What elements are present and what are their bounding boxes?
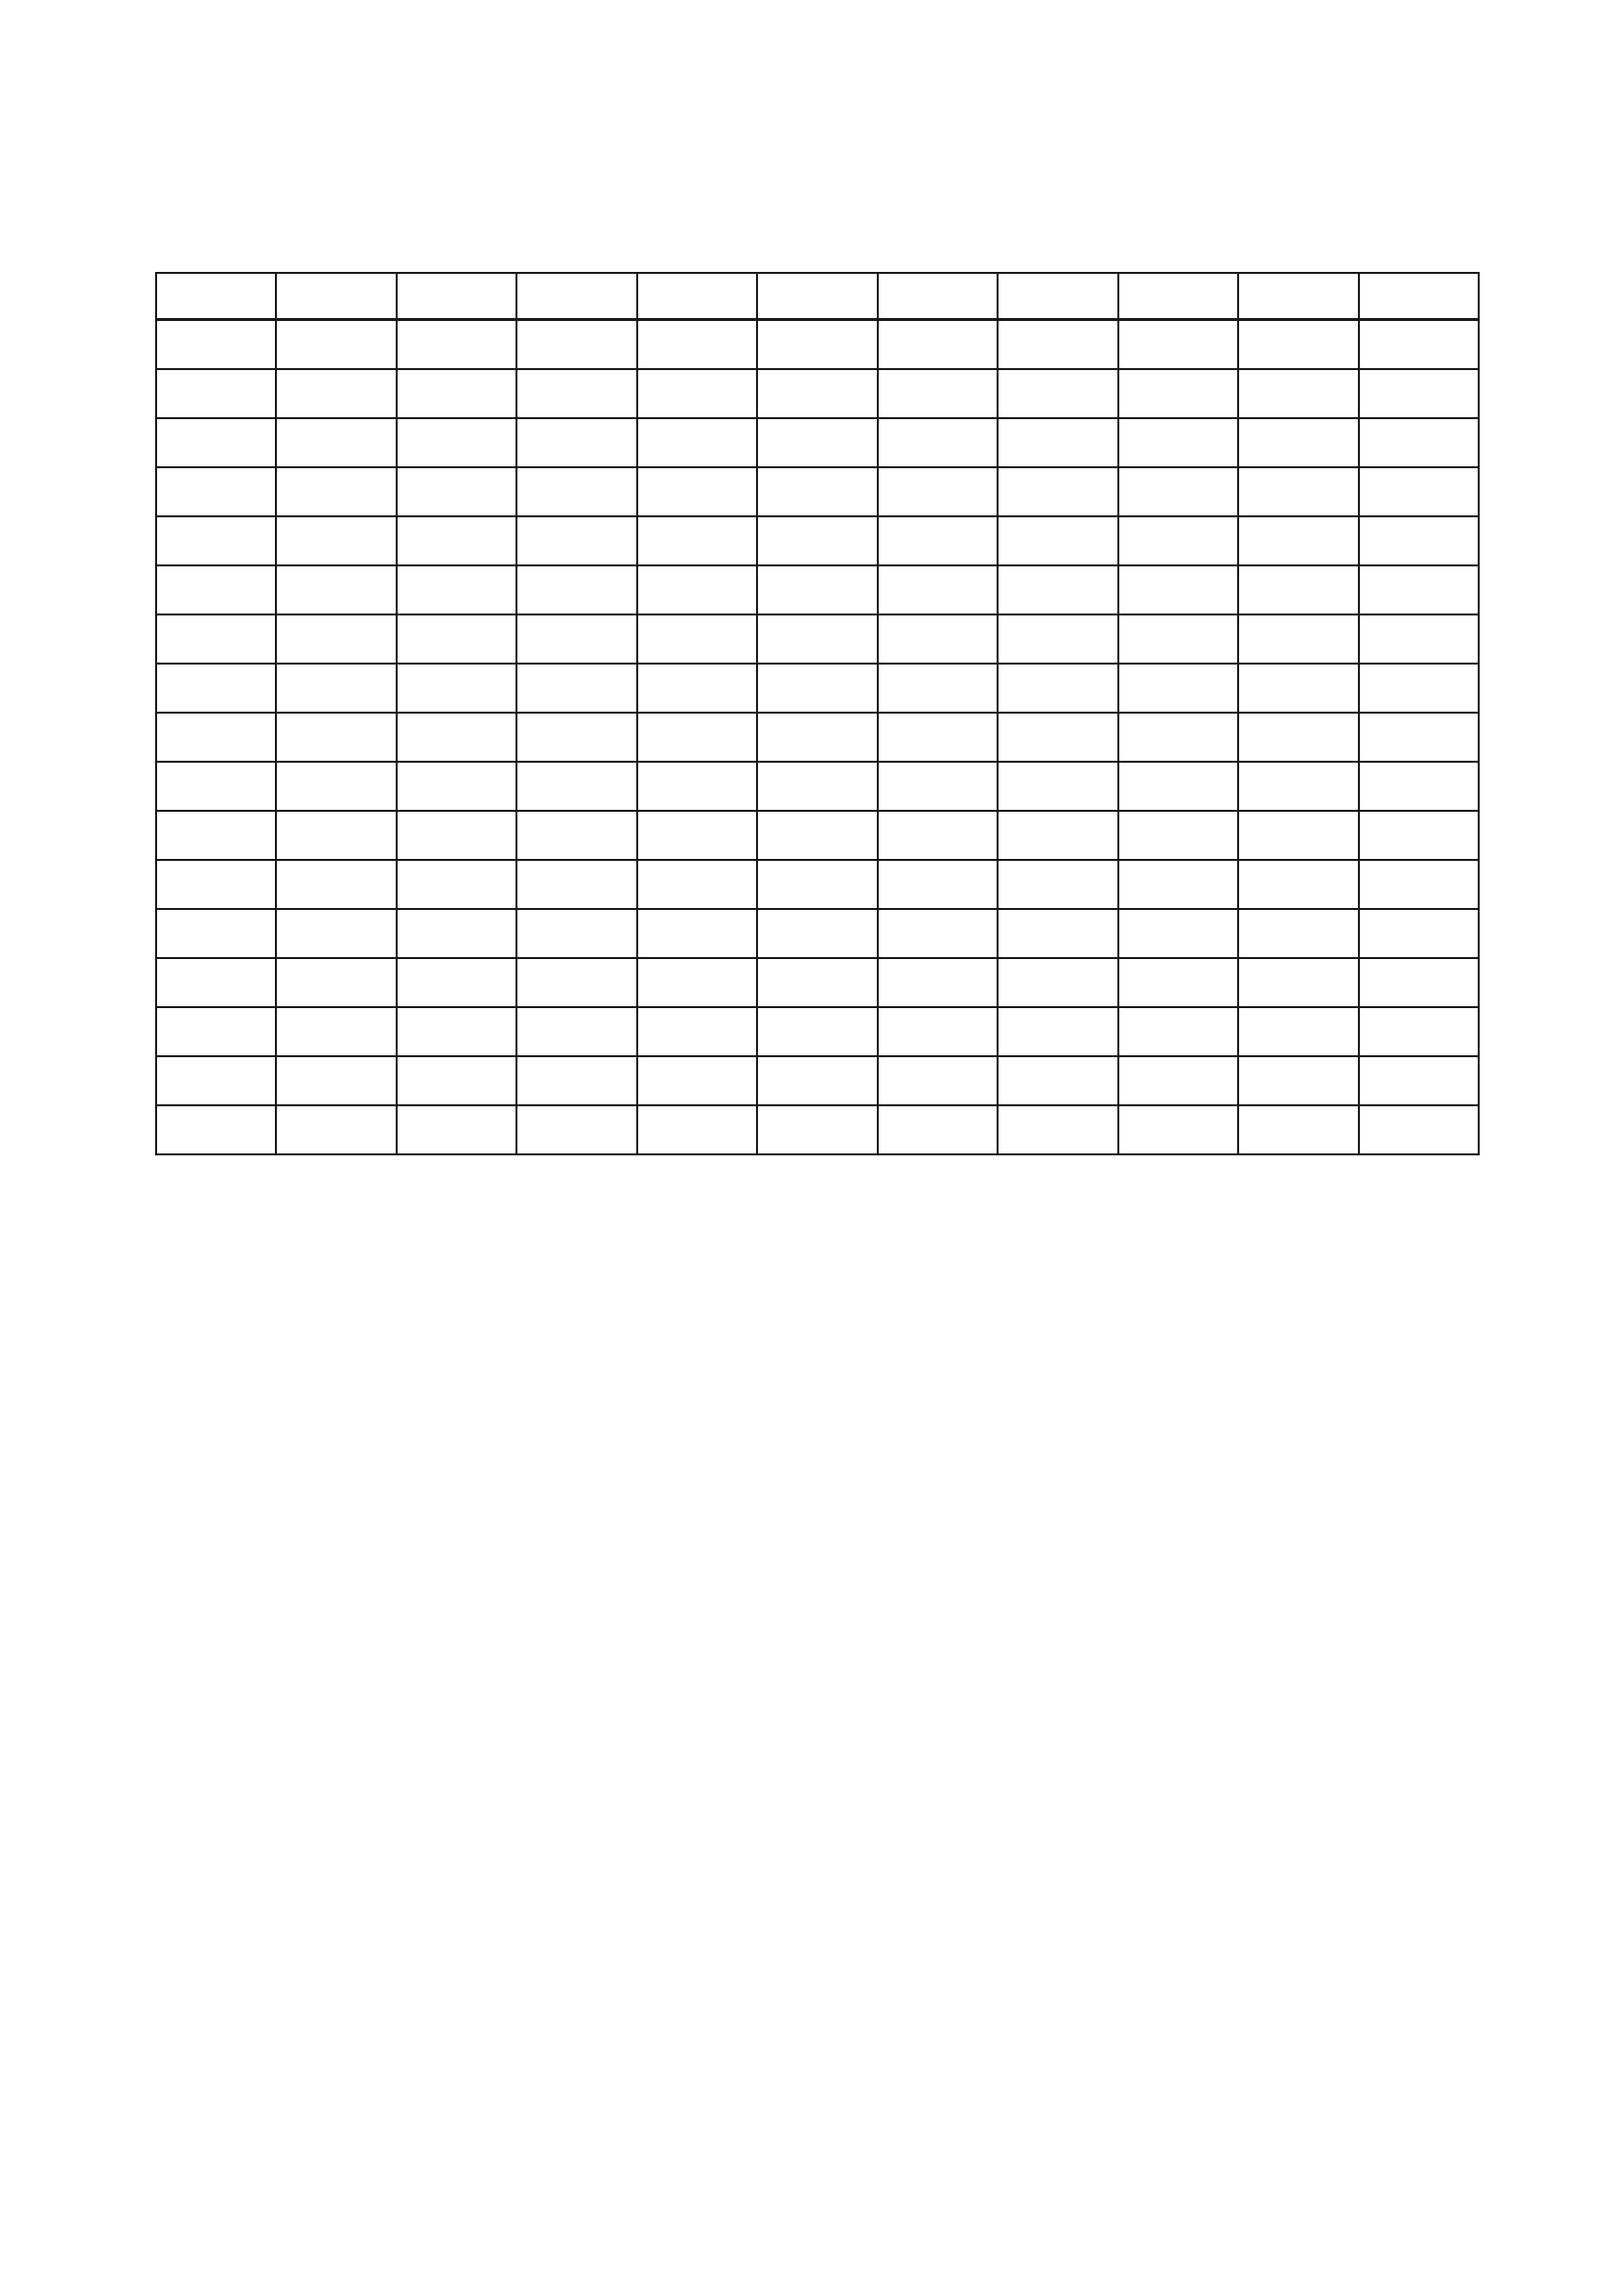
hardness-value-cell (1359, 958, 1479, 1007)
hardness-value-cell (516, 1105, 636, 1154)
hardness-value-cell (878, 664, 998, 713)
hardness-value-cell (998, 516, 1117, 565)
hardness-value-cell (878, 565, 998, 614)
hardness-value-cell (516, 909, 636, 958)
row-diameter-cell (156, 614, 276, 664)
hardness-value-cell (757, 614, 877, 664)
column-header (998, 273, 1117, 320)
hardness-value-cell (637, 1007, 757, 1056)
hardness-value-cell (276, 958, 396, 1007)
hardness-value-cell (878, 467, 998, 516)
hardness-value-cell (516, 664, 636, 713)
table-row (156, 958, 1479, 1007)
hardness-value-cell (757, 762, 877, 811)
table-row (156, 467, 1479, 516)
hardness-value-cell (878, 909, 998, 958)
hardness-value-cell (637, 320, 757, 370)
table-row (156, 565, 1479, 614)
row-diameter-cell (156, 811, 276, 860)
hardness-value-cell (1118, 467, 1238, 516)
table-header (156, 273, 1479, 320)
hardness-value-cell (276, 811, 396, 860)
hardness-value-cell (637, 1056, 757, 1105)
hardness-value-cell (998, 1105, 1117, 1154)
table-row (156, 762, 1479, 811)
hardness-value-cell (757, 860, 877, 909)
hardness-value-cell (757, 1105, 877, 1154)
hardness-value-cell (276, 762, 396, 811)
row-diameter-cell (156, 713, 276, 762)
hardness-value-cell (276, 860, 396, 909)
hardness-value-cell (757, 516, 877, 565)
hardness-value-cell (1238, 664, 1358, 713)
hardness-value-cell (878, 320, 998, 370)
hardness-value-cell (757, 664, 877, 713)
hardness-value-cell (276, 1105, 396, 1154)
hardness-value-cell (1359, 369, 1479, 418)
hardness-value-cell (637, 762, 757, 811)
hardness-value-cell (878, 860, 998, 909)
hardness-value-cell (397, 320, 516, 370)
row-diameter-cell (156, 762, 276, 811)
hardness-value-cell (276, 320, 396, 370)
hardness-value-cell (1118, 713, 1238, 762)
hardness-value-cell (397, 614, 516, 664)
column-header-diameter (156, 273, 276, 320)
row-diameter-cell (156, 467, 276, 516)
column-header (637, 273, 757, 320)
hardness-value-cell (397, 713, 516, 762)
hardness-value-cell (998, 565, 1117, 614)
hardness-value-cell (1238, 909, 1358, 958)
row-diameter-cell (156, 664, 276, 713)
hardness-value-cell (516, 958, 636, 1007)
hardness-value-cell (397, 958, 516, 1007)
table-row (156, 1056, 1479, 1105)
hardness-value-cell (1359, 909, 1479, 958)
hardness-value-cell (1238, 516, 1358, 565)
table-row (156, 713, 1479, 762)
hardness-value-cell (1238, 1007, 1358, 1056)
hardness-value-cell (397, 467, 516, 516)
hardness-value-cell (998, 614, 1117, 664)
hardness-value-cell (397, 762, 516, 811)
hardness-value-cell (1359, 467, 1479, 516)
hardness-value-cell (397, 418, 516, 467)
hardness-value-cell (1359, 811, 1479, 860)
hardness-value-cell (397, 909, 516, 958)
hardness-value-cell (637, 664, 757, 713)
hardness-value-cell (276, 909, 396, 958)
hardness-value-cell (637, 958, 757, 1007)
hardness-value-cell (397, 516, 516, 565)
hardness-value-cell (276, 418, 396, 467)
row-diameter-cell (156, 860, 276, 909)
hardness-value-cell (1359, 664, 1479, 713)
row-diameter-cell (156, 320, 276, 370)
hardness-value-cell (1238, 369, 1358, 418)
column-header (757, 273, 877, 320)
hardness-value-cell (637, 909, 757, 958)
hardness-value-cell (1359, 320, 1479, 370)
hardness-value-cell (516, 320, 636, 370)
hardness-value-cell (397, 369, 516, 418)
hardness-value-cell (637, 467, 757, 516)
hardness-value-cell (516, 860, 636, 909)
column-header (397, 273, 516, 320)
hardness-value-cell (1359, 860, 1479, 909)
row-diameter-cell (156, 958, 276, 1007)
hardness-value-cell (757, 958, 877, 1007)
hardness-value-cell (878, 418, 998, 467)
hardness-value-cell (637, 418, 757, 467)
hardness-value-cell (397, 1105, 516, 1154)
hardness-value-cell (998, 762, 1117, 811)
hardness-value-cell (516, 369, 636, 418)
row-diameter-cell (156, 1105, 276, 1154)
table-row (156, 811, 1479, 860)
hardness-value-cell (276, 565, 396, 614)
row-diameter-cell (156, 909, 276, 958)
hardness-value-cell (1118, 909, 1238, 958)
hardness-value-cell (637, 516, 757, 565)
column-header (1359, 273, 1479, 320)
hardness-value-cell (998, 664, 1117, 713)
hardness-value-cell (1118, 860, 1238, 909)
hardness-value-cell (757, 369, 877, 418)
hardness-value-cell (1118, 1056, 1238, 1105)
hardness-value-cell (757, 909, 877, 958)
hardness-value-cell (637, 811, 757, 860)
row-diameter-cell (156, 516, 276, 565)
hardness-value-cell (998, 369, 1117, 418)
hardness-value-cell (637, 1105, 757, 1154)
hardness-value-cell (757, 1056, 877, 1105)
hardness-value-cell (1238, 713, 1358, 762)
hardness-value-cell (757, 467, 877, 516)
hardness-value-cell (1238, 565, 1358, 614)
hardness-value-cell (1359, 1007, 1479, 1056)
hardness-value-cell (276, 614, 396, 664)
hardness-value-cell (998, 713, 1117, 762)
table-row (156, 664, 1479, 713)
hardness-value-cell (397, 664, 516, 713)
hardness-value-cell (1238, 860, 1358, 909)
hardness-value-cell (397, 1056, 516, 1105)
column-header (878, 273, 998, 320)
row-diameter-cell (156, 1056, 276, 1105)
hardness-value-cell (1118, 1007, 1238, 1056)
hardness-value-cell (516, 713, 636, 762)
hardness-value-cell (1359, 713, 1479, 762)
column-header (1118, 273, 1238, 320)
row-diameter-cell (156, 418, 276, 467)
hardness-value-cell (1238, 418, 1358, 467)
hardness-value-cell (1118, 565, 1238, 614)
hardness-value-cell (998, 418, 1117, 467)
hardness-value-cell (516, 565, 636, 614)
hardness-value-cell (998, 860, 1117, 909)
hardness-value-cell (878, 516, 998, 565)
hardness-value-cell (397, 565, 516, 614)
hardness-value-cell (276, 467, 396, 516)
hardness-value-cell (757, 418, 877, 467)
table-row (156, 1105, 1479, 1154)
hardness-value-cell (1238, 1056, 1358, 1105)
hardness-value-cell (878, 1056, 998, 1105)
hardness-value-cell (516, 516, 636, 565)
hardness-value-cell (1238, 958, 1358, 1007)
table-row (156, 369, 1479, 418)
hardness-value-cell (1118, 762, 1238, 811)
hardness-value-cell (878, 614, 998, 664)
hardness-value-cell (878, 1007, 998, 1056)
hardness-value-cell (998, 1007, 1117, 1056)
hardness-value-cell (1118, 369, 1238, 418)
hardness-value-cell (516, 1056, 636, 1105)
hardness-value-cell (516, 762, 636, 811)
hardness-value-cell (1238, 467, 1358, 516)
hardness-value-cell (1359, 614, 1479, 664)
hardness-table-da2 (155, 272, 1480, 1155)
hardness-value-cell (1359, 762, 1479, 811)
hardness-value-cell (998, 467, 1117, 516)
hardness-value-cell (998, 958, 1117, 1007)
table-row (156, 860, 1479, 909)
hardness-value-cell (1118, 418, 1238, 467)
hardness-value-cell (276, 664, 396, 713)
hardness-value-cell (276, 1056, 396, 1105)
hardness-value-cell (1118, 664, 1238, 713)
hardness-value-cell (878, 762, 998, 811)
hardness-value-cell (998, 1056, 1117, 1105)
hardness-value-cell (757, 811, 877, 860)
table-row (156, 1007, 1479, 1056)
hardness-value-cell (637, 565, 757, 614)
hardness-value-cell (998, 909, 1117, 958)
hardness-value-cell (1118, 811, 1238, 860)
hardness-value-cell (1238, 614, 1358, 664)
table-row (156, 320, 1479, 370)
hardness-value-cell (878, 713, 998, 762)
header-row (156, 273, 1479, 320)
hardness-value-cell (516, 467, 636, 516)
hardness-value-cell (276, 369, 396, 418)
hardness-value-cell (637, 369, 757, 418)
hardness-value-cell (1118, 516, 1238, 565)
hardness-value-cell (1238, 320, 1358, 370)
hardness-value-cell (397, 860, 516, 909)
hardness-value-cell (1359, 1105, 1479, 1154)
hardness-value-cell (878, 1105, 998, 1154)
table-row (156, 418, 1479, 467)
column-header (516, 273, 636, 320)
hardness-value-cell (397, 1007, 516, 1056)
table-body (156, 320, 1479, 1155)
table-row (156, 909, 1479, 958)
hardness-value-cell (998, 811, 1117, 860)
hardness-value-cell (1118, 614, 1238, 664)
hardness-value-cell (276, 1007, 396, 1056)
hardness-value-cell (276, 516, 396, 565)
hardness-value-cell (1359, 516, 1479, 565)
hardness-value-cell (637, 713, 757, 762)
row-diameter-cell (156, 565, 276, 614)
hardness-value-cell (1359, 1056, 1479, 1105)
hardness-value-cell (757, 713, 877, 762)
table-row (156, 516, 1479, 565)
hardness-value-cell (276, 713, 396, 762)
column-header (276, 273, 396, 320)
hardness-value-cell (637, 860, 757, 909)
hardness-value-cell (1359, 565, 1479, 614)
row-diameter-cell (156, 369, 276, 418)
table-row (156, 614, 1479, 664)
hardness-value-cell (1118, 1105, 1238, 1154)
hardness-value-cell (516, 1007, 636, 1056)
hardness-value-cell (998, 320, 1117, 370)
hardness-value-cell (516, 811, 636, 860)
hardness-value-cell (757, 1007, 877, 1056)
row-diameter-cell (156, 1007, 276, 1056)
hardness-value-cell (1359, 418, 1479, 467)
hardness-value-cell (1238, 811, 1358, 860)
hardness-value-cell (757, 565, 877, 614)
hardness-value-cell (1238, 762, 1358, 811)
hardness-value-cell (878, 811, 998, 860)
hardness-value-cell (516, 614, 636, 664)
hardness-value-cell (516, 418, 636, 467)
hardness-value-cell (1118, 958, 1238, 1007)
hardness-value-cell (397, 811, 516, 860)
hardness-value-cell (1118, 320, 1238, 370)
hardness-value-cell (1238, 1105, 1358, 1154)
hardness-value-cell (637, 614, 757, 664)
hardness-value-cell (757, 320, 877, 370)
hardness-value-cell (878, 958, 998, 1007)
column-header (1238, 273, 1358, 320)
hardness-value-cell (878, 369, 998, 418)
